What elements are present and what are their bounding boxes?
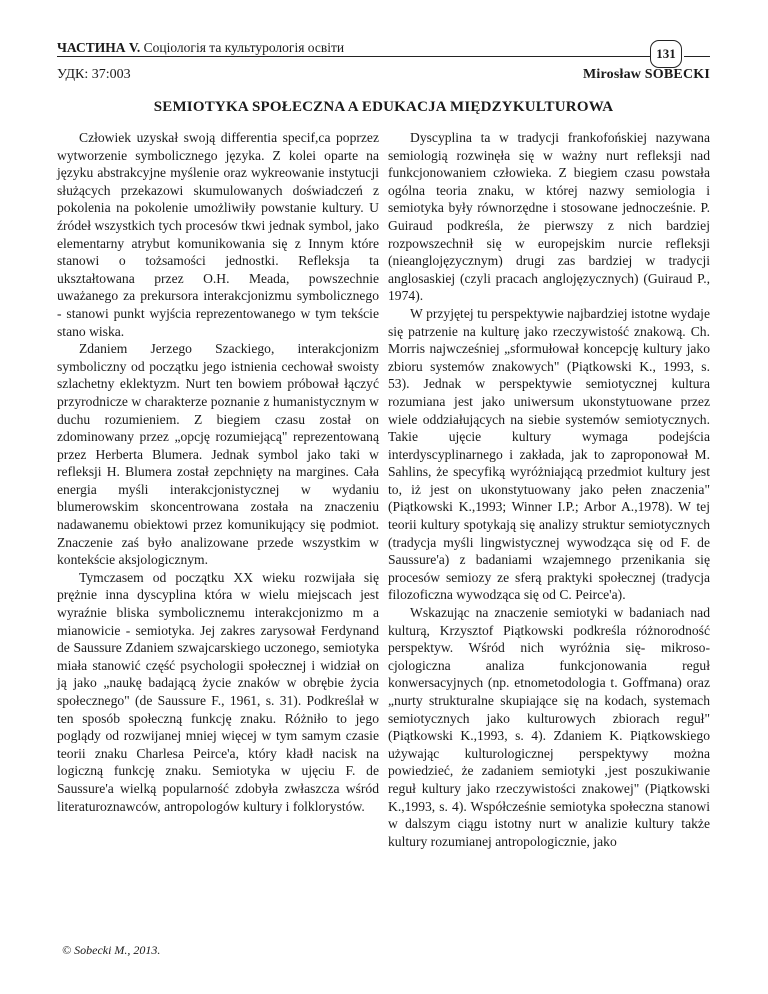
page-number: 131 xyxy=(650,40,682,68)
author-name: Mirosław SOBECKI xyxy=(582,67,710,82)
right-column xyxy=(388,129,710,850)
paragraph: Dyscyplina ta w tradycji frankofońskiej nazywana semiologią rozwinęła się w ważny nurt refleksji nad funkcjonowaniem człowieka. Z biegiem czasu powstała ogólna teoria znaku, w której nazwy semiologia i semiotyka były równorzędne i stosowane jednocześnie. P. Guiraud podkreśla, że pierwszy z nich bardziej rozpowszechnił się w europejskim nurcie refleksji (nieanglojęzycznym) drugi zas bardziej w tradycji anglosaskiej (czyli pracach anglojęzycznych) (Guiraud P., 1974). xyxy=(388,130,710,304)
section-label: ЧАСТИНА V. xyxy=(57,40,141,55)
left-column xyxy=(57,129,379,815)
header-rule-right xyxy=(684,56,710,57)
paragraph: W przyjętej tu perspektywie najbardziej istotne wydaje się patrzenie na kulturę jako rzeczywistość znakową. Ch. Morris najwcześniej „sformułował koncepcję kultury jako zbioru systemów znakowych" (Piątkowski K., 1993, s. 53). Jednak w perspektywie semiotycznej kultura rozumiana jest jako uniwersum ukonstytuowane przez wiele oddziałujących na siebie systemów semiotycznych. Takie ujęcie kultury wymaga podejścia interdyscyplinarnego i zakłada, jak to zaproponował M. Sahlins, że specyfiką wyróżniającą przedmiot kultury jest to, iż jest on ukonstytuowany jako pełen znaczenia" (Piątkowski K.,1993; Winner I.P.; Arbor A.,1978). W tej teorii kultury spotykają się analizy struktur semiotycznych (tradycja myśli lingwistycznej wywodząca się od F. de Saussure'a) z badaniami wzajemnego przenikania się procesów semiozy ze sferą praktyki społecznej (tradycja filozoficzna wywodząca się od C. Peirce'a). xyxy=(388,305,710,603)
paragraph: Tymczasem od początku XX wieku rozwijała się prężnie inna dyscyplina która w wielu miejscach jest wyraźnie bliska symbolicznemu interakcjonizmo m a mianowicie - semiotyka. Jej zakres zarysował Ferdynand de Saussure Zdaniem szwajcarskiego uczonego, semiotyka miała stanowić część psychologii społecznej i widział on ją jako „naukę badającą życie znaków w obrębie życia społecznego" (de Saussure F., 1961, s. 31). Podkreślał w ten sposób społeczną funkcję znaku. Różniło to jego poglądy od rozwijanej mniej więcej w tym samym czasie teorii znaku Charlesa Peirce'a, który kładł nacisk na logiczną funkcję znaku. Semiotyka w ujęciu F. de Saussure'a wielką popularność zdobyła zwłaszcza wśród literaturoznawców, antropologów kultury i folklorystów. xyxy=(57,569,379,814)
header-rule xyxy=(57,56,652,57)
copyright-note: © Sobecki M., 2013. xyxy=(62,943,161,957)
running-header xyxy=(57,40,710,62)
paragraph: Zdaniem Jerzego Szackiego, interakcjonizm symboliczny od początku jego istnienia cechował swoisty szlachetny eklektyzm. Nurt ten bowiem próbował łączyć przyrodnicze w charakterze poznanie z humanistycznym w duchu rozumieniem. Z biegiem czasu został on zdominowany przez „opcję rozumiejącą" reprezentowaną przez Herberta Blumera. Jednak symbol jako taki w refleksji H. Blumera został zepchnięty na margines. Cała energia myśli interakcjonistycznej w wydaniu blumerowskim skoncentrowana została na znaczeniu nadawanemu obiektowi przez komunikujący się podmiot. Znaczenie zaś było analizowane przede wszystkim w kontekście aksjologicznym. xyxy=(57,341,379,568)
article-title: SEMIOTYKA SPOŁECZNA A EDUKACJA MIĘDZYKULTUROWA xyxy=(153,99,614,115)
udk-code: УДК: 37:003 xyxy=(57,67,131,82)
section-title: Соціологія та культурологія освіти xyxy=(143,40,345,55)
paragraph: Człowiek uzyskał swoją differentia specif,ca poprzez wytworzenie symbolicznego języka. Z kolei oparte na języku abstrakcyjne myślenie oraz wykreowanie instytucji służących przekazowi skumulowanych doświadczeń z pokolenia na pokolenie umożliwiły powstanie kultury. U źródeł wszystkich tych procesów tkwi jednak symbol, jako elementarny atrybut komunikowania się z Innym które stanowi o tożsamości jednostki. Refleksja ta ukształtowana przez O.H. Meada, powszechnie uważanego za prekursora interakcjonizmu symbolicznego - stanowi punkt wyjścia reprezentowanego w tym tekście stano wiska. xyxy=(57,130,379,339)
paragraph: Wskazując na znaczenie semiotyki w badaniach nad kulturą, Krzysztof Piątkowski podkreśla różnorodność perspektyw. Wśród nich wyróżnia się- mikroso- cjologiczna analiza funkcjonowania reguł konwersacyjnych (np. etnometodologia t. Goffmana) oraz „nurty strukturalne skupiające się na kodach, systemach semiotycznych jako kulturowych zbiorach reguł" (Piątkowski K.,1993, s. 4). Zdaniem K. Piątkowskiego używając kulturologicznej perspektywy można powiedzieć, że zadaniem semiotyki ‚jest poszukiwanie reguł kultury jako rzeczywistości znakowej" (Piątkowski K.,1993, s. 4). Współcześnie semiotyka społeczna stanowi w dalszym ciągu istotny nurt w analizie kultury także kultury rozumianej antropologicznie, jako xyxy=(388,605,710,849)
